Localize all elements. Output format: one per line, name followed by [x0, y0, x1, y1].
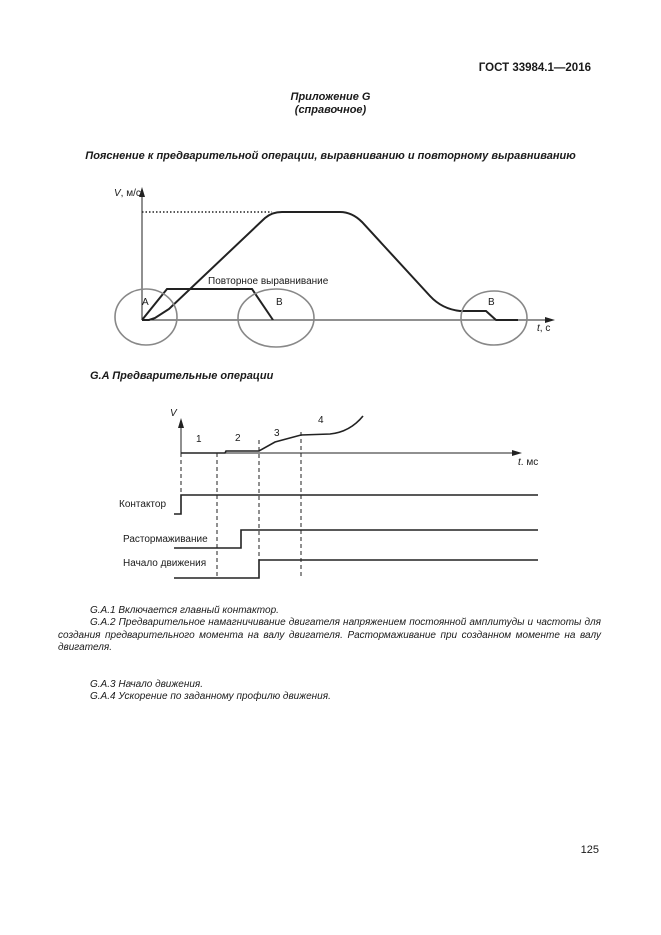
t-axis-unit: . мс: [520, 457, 539, 468]
speed-profile-diagram: [0, 0, 661, 360]
notes-block-1: [58, 605, 601, 654]
phase-3-label: 3: [274, 428, 280, 439]
t-axis-arrow: [512, 450, 522, 456]
v-axis-label: V: [170, 408, 177, 419]
marker-b2: B: [488, 297, 495, 308]
velocity-curve: [181, 416, 363, 453]
page-number: 125: [580, 844, 599, 856]
y-axis-symbol: V: [114, 188, 121, 199]
contactor-label: Контактор: [119, 499, 167, 510]
t-axis-symbol: t: [518, 457, 521, 468]
section-title: G.A Предварительные операции: [90, 370, 274, 382]
x-axis-label: [537, 323, 550, 334]
phase-4-label: 4: [318, 415, 324, 426]
note-g-a-2: G.A.2 Предварительное намагничивание двигателя напряжением постоянной амплитуды и частоты для создания предварительного момента на валу двигателя. Растормаживание при созданном моменте на валу двигателя.: [58, 617, 601, 653]
appendix-title: Приложение G: [290, 91, 371, 103]
standard-code: ГОСТ 33984.1—2016: [478, 62, 591, 74]
releveling-label: Повторное выравнивание: [208, 276, 329, 287]
note-g-a-4: G.A.4 Ускорение по заданному профилю движения.: [90, 691, 331, 703]
speed-curve: [142, 212, 518, 320]
x-axis-unit: , с: [539, 323, 551, 334]
brake-release-label: Растормаживание: [123, 534, 208, 545]
contactor-signal: [174, 495, 538, 514]
y-axis-label: [114, 188, 141, 199]
y-axis-unit: , м/с: [120, 188, 141, 199]
motion-start-signal: [174, 560, 538, 578]
x-axis-symbol: t: [537, 323, 540, 334]
timing-diagram: [0, 380, 661, 590]
phase-1-label: 1: [196, 434, 202, 445]
marker-a: A: [142, 297, 149, 308]
phase-2-label: 2: [235, 433, 241, 444]
appendix-subtitle: (справочное): [294, 104, 367, 116]
main-title: Пояснение к предварительной операции, выравниванию и повторному выравниванию: [85, 150, 576, 162]
note-g-a-3: G.A.3 Начало движения.: [90, 679, 203, 690]
note-g-a-1: G.A.1 Включается главный контактор.: [90, 605, 279, 616]
v-axis-arrow: [178, 418, 184, 428]
notes-block-2: [58, 679, 601, 704]
marker-b: B: [276, 297, 283, 308]
t-axis-label: [518, 457, 538, 468]
motion-start-label: Начало движения: [123, 558, 207, 569]
brake-release-signal: [174, 530, 538, 548]
